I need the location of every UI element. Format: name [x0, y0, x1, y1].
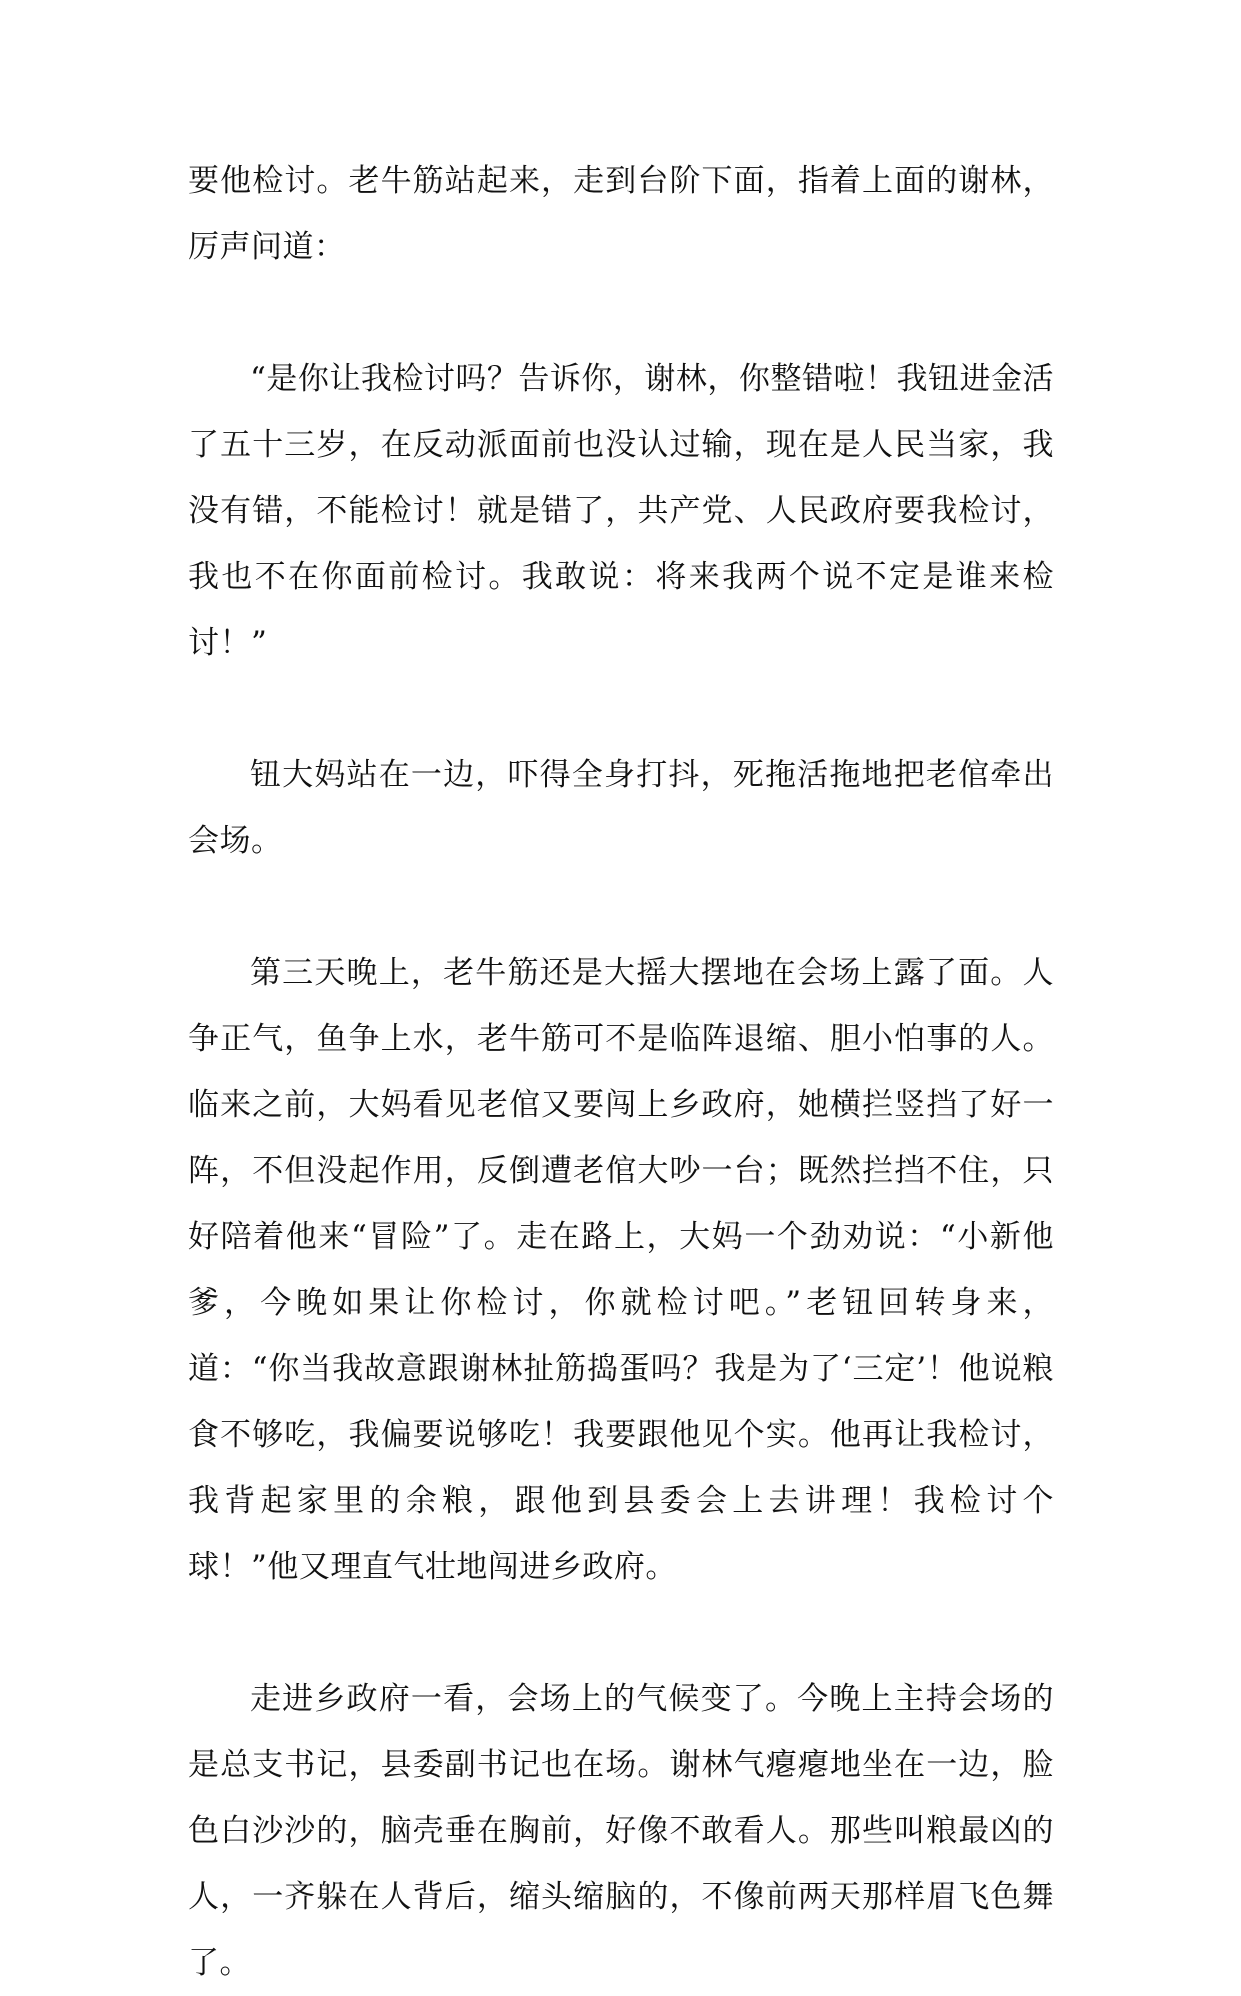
paragraph-4: 第三天晚上，老牛筋还是大摇大摆地在会场上露了面。人争正气，鱼争上水，老牛筋可不是临阵退缩、胆小怕事的人。临来之前，大妈看见老倌又要闯上乡政府，她横拦竖挡了好一阵，不但没起作用，反倒遭老倌大吵一台；既然拦挡不住，只好陪着他来“冒险”了。走在路上，大妈一个劲劝说：“小新他爹，今晚如果让你检讨，你就检讨吧。”老钮回转身来，道：“你当我故意跟谢林扯筋捣蛋吗？我是为了‘三定’！他说粮食不够吃，我偏要说够吃！我要跟他见个实。他再让我检讨，我背起家里的余粮，跟他到县委会上去讲理！我检讨个球！”他又理直气壮地闯进乡政府。	[188, 955, 1054, 1585]
paragraph-2: “是你让我检讨吗？告诉你，谢林，你整错啦！我钮进金活了五十三岁，在反动派面前也没认过输，现在是人民当家，我没有错，不能检讨！就是错了，共产党、人民政府要我检讨，我也不在你面前检讨。我敢说：将来我两个说不定是谁来检讨！”	[188, 361, 1054, 661]
paragraph-1: 要他检讨。老牛筋站起来，走到台阶下面，指着上面的谢林，厉声问道：	[188, 163, 1054, 265]
paragraph-5: 走进乡政府一看，会场上的气候变了。今晚上主持会场的是总支书记，县委副书记也在场。谢林气瘪瘪地坐在一边，脸色白沙沙的，脑壳垂在胸前，好像不敢看人。那些叫粮最凶的人，一齐躲在人背后，缩头缩脑的，不像前两天那样眉飞色舞了。	[188, 1681, 1054, 1981]
paragraph-3: 钮大妈站在一边，吓得全身打抖，死拖活拖地把老倌牵出会场。	[188, 757, 1054, 859]
document-body	[188, 148, 1054, 1996]
